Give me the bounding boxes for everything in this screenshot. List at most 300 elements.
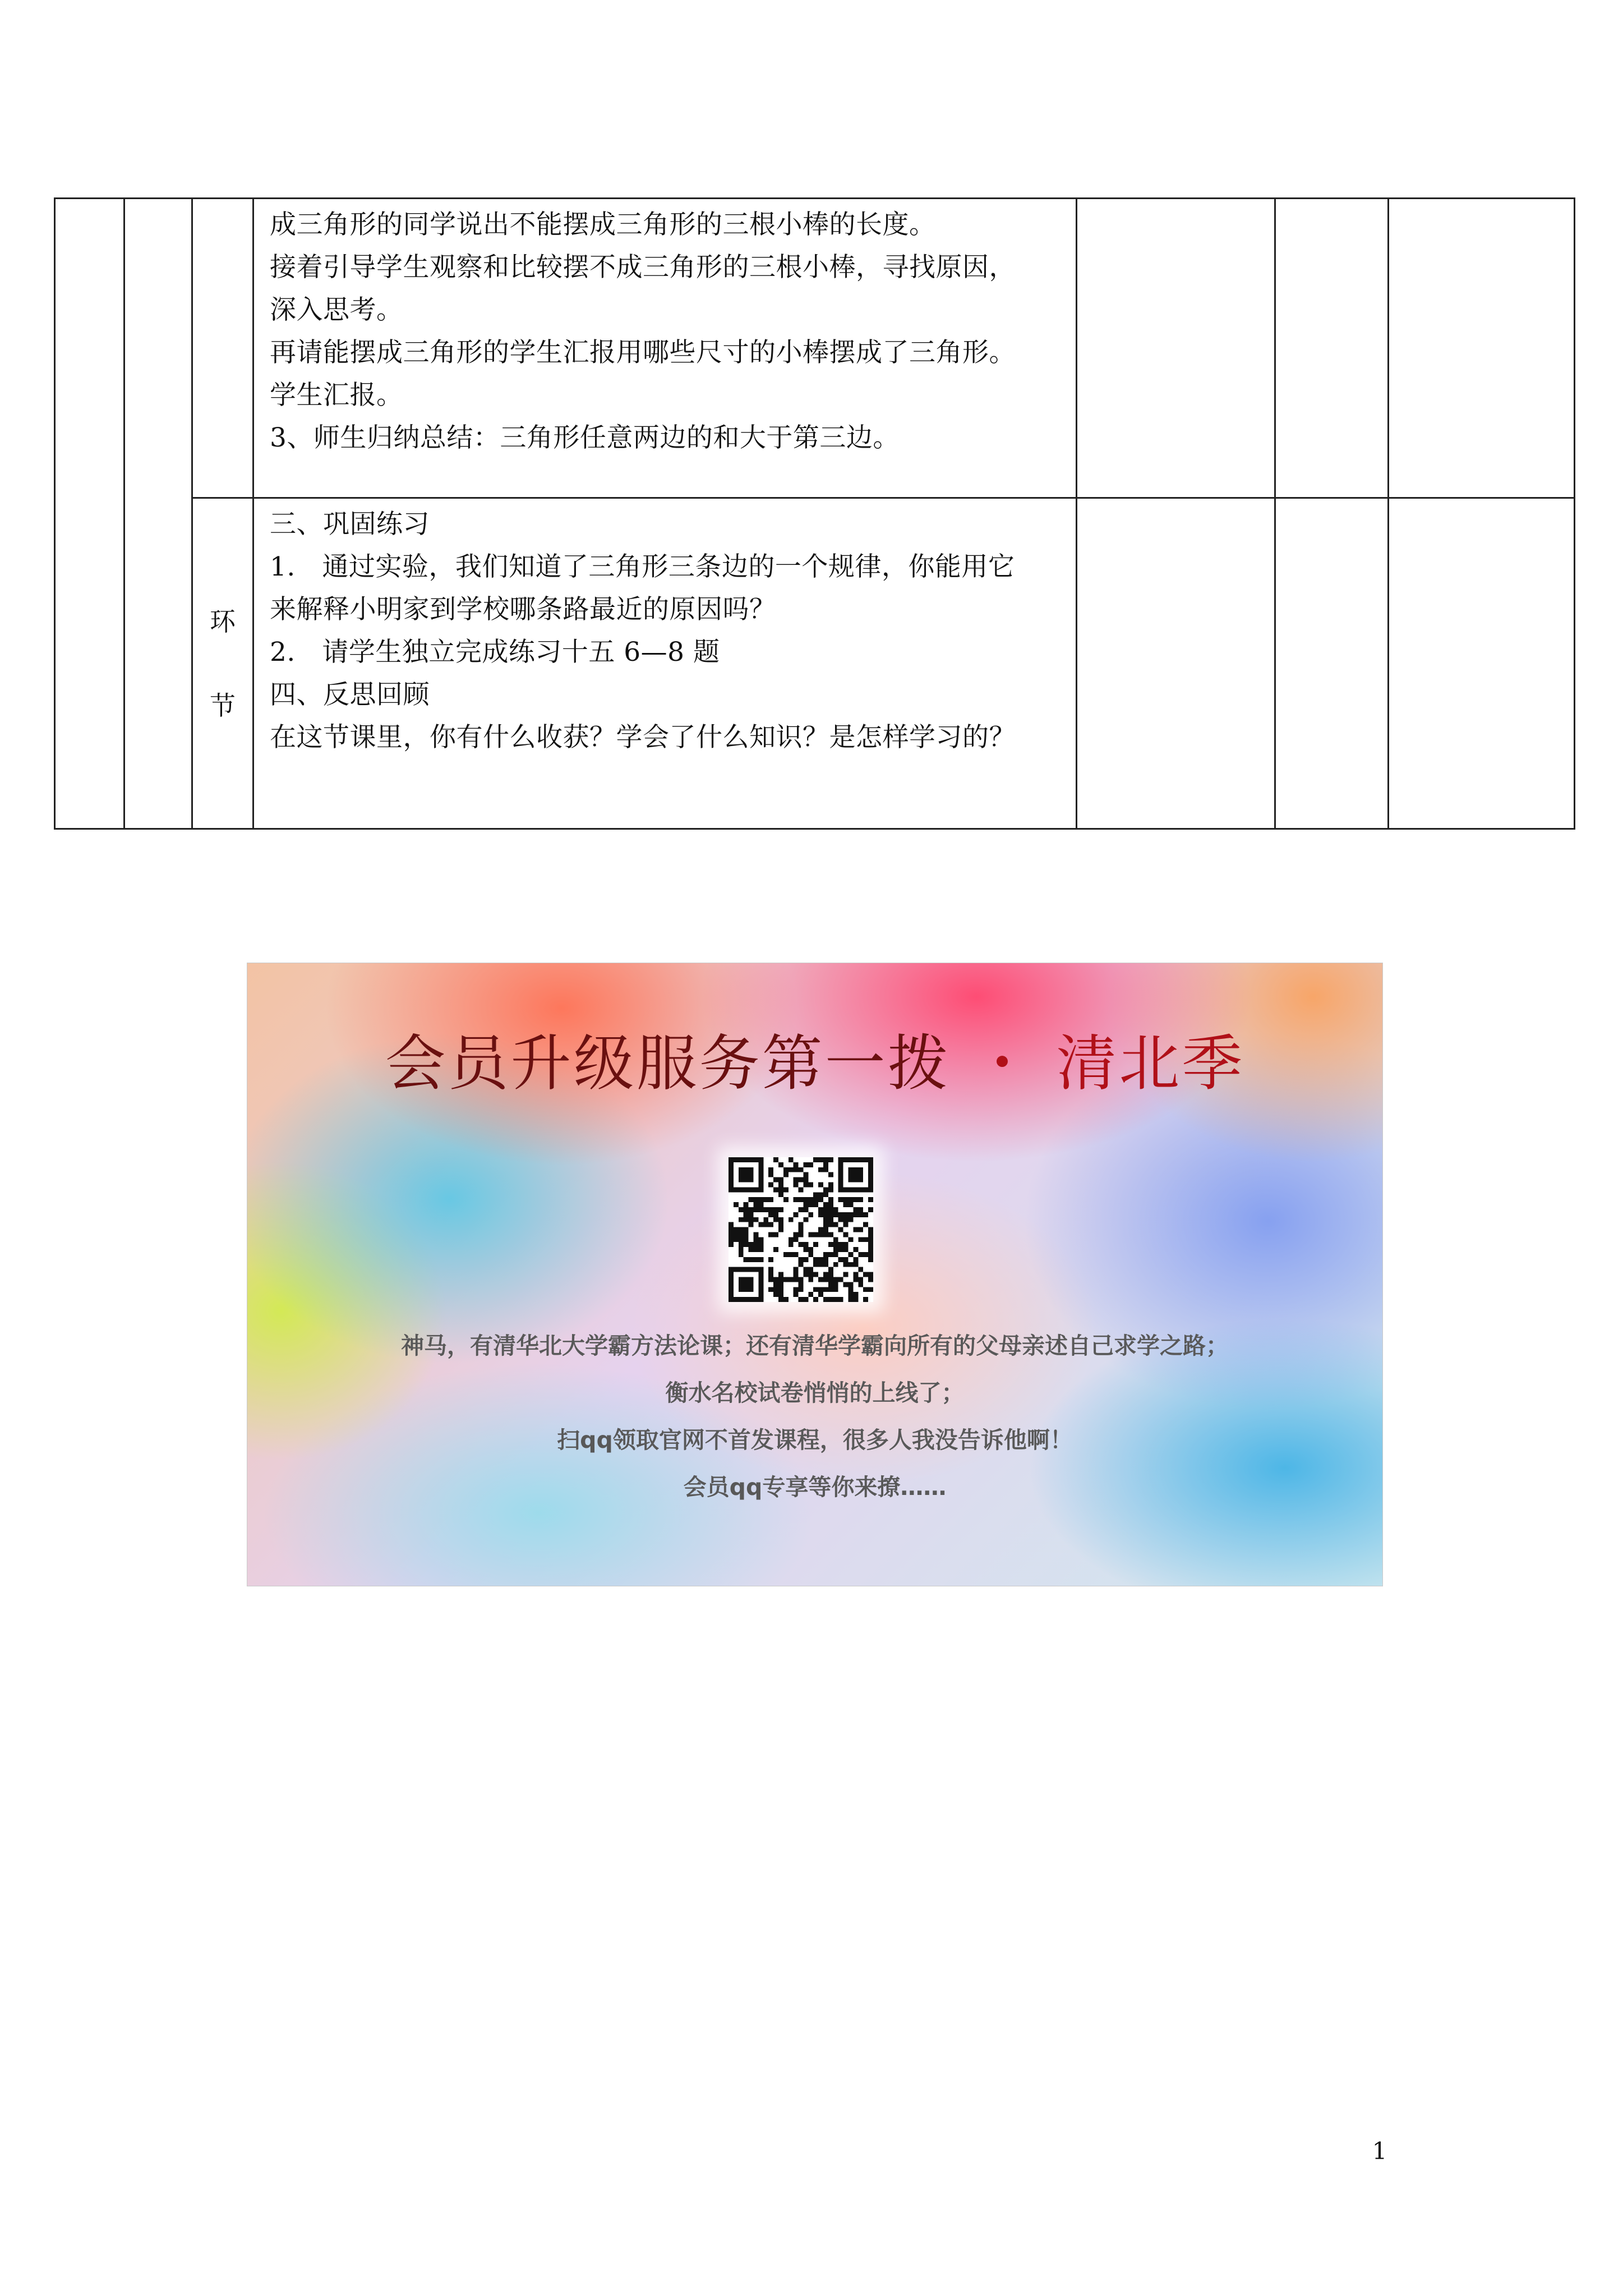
qr-module — [813, 1232, 818, 1237]
qr-module — [818, 1227, 823, 1232]
qr-module — [818, 1197, 823, 1202]
banner-line: 会员qq专享等你来撩…… — [683, 1474, 947, 1501]
qr-module — [758, 1247, 763, 1252]
qr-module — [849, 1262, 854, 1267]
qr-module — [758, 1257, 763, 1262]
qr-module — [778, 1222, 783, 1227]
qr-module — [749, 1297, 754, 1302]
qr-module — [799, 1262, 804, 1267]
qr-module — [868, 1247, 873, 1252]
qr-module — [799, 1187, 804, 1192]
qr-module — [728, 1287, 734, 1292]
qr-module — [813, 1287, 818, 1292]
qr-module — [749, 1257, 754, 1262]
qr-module — [728, 1177, 734, 1182]
qr-module — [763, 1197, 768, 1202]
qr-module — [853, 1247, 858, 1252]
qr-module — [803, 1162, 808, 1167]
qr-module — [863, 1272, 868, 1277]
qr-module — [868, 1232, 873, 1237]
qr-module — [838, 1212, 843, 1217]
qr-module — [803, 1242, 808, 1247]
qr-module — [853, 1227, 858, 1232]
qr-module — [818, 1277, 823, 1282]
qr-module — [818, 1182, 823, 1187]
qr-module — [849, 1237, 854, 1242]
qr-module — [858, 1172, 863, 1177]
teaching-process-cell — [253, 199, 1077, 498]
qr-module — [843, 1247, 849, 1252]
qr-module — [728, 1292, 734, 1297]
qr-module — [758, 1297, 763, 1302]
qr-module — [868, 1242, 873, 1247]
qr-module — [768, 1277, 773, 1282]
qr-module — [789, 1252, 794, 1257]
qr-module — [739, 1277, 744, 1282]
qr-module — [773, 1247, 778, 1252]
qr-module — [799, 1222, 804, 1227]
qr-module — [749, 1277, 754, 1282]
qr-module — [739, 1247, 744, 1252]
qr-module — [778, 1192, 783, 1197]
qr-module — [783, 1277, 789, 1282]
qr-module — [868, 1172, 873, 1177]
qr-module — [813, 1262, 818, 1267]
qr-module — [823, 1162, 828, 1167]
qr-module — [803, 1177, 808, 1182]
qr-module — [803, 1217, 808, 1222]
qr-module — [758, 1197, 763, 1202]
qr-module — [853, 1197, 858, 1202]
qr-module — [739, 1187, 744, 1192]
qr-module — [868, 1207, 873, 1212]
qr-module — [749, 1212, 754, 1217]
qr-module — [853, 1207, 858, 1212]
qr-module — [843, 1217, 849, 1222]
stage-label-cell — [192, 498, 253, 829]
qr-module — [828, 1297, 833, 1302]
table-cell — [125, 199, 192, 829]
qr-module — [808, 1197, 813, 1202]
qr-module — [823, 1252, 828, 1257]
text-line: 深入思考。 — [270, 295, 403, 325]
qr-module — [863, 1222, 868, 1227]
qr-module — [728, 1162, 734, 1167]
qr-module — [744, 1172, 749, 1177]
qr-module — [728, 1227, 734, 1232]
qr-module — [794, 1197, 799, 1202]
qr-module — [789, 1157, 794, 1162]
qr-module — [858, 1197, 863, 1202]
qr-module — [838, 1257, 843, 1262]
text-line: 来解释小明家到学校哪条路最近的原因吗？ — [270, 594, 776, 625]
qr-module — [843, 1157, 849, 1162]
qr-module — [863, 1187, 868, 1192]
qr-module — [853, 1177, 858, 1182]
qr-module — [744, 1177, 749, 1182]
qr-module — [843, 1202, 849, 1207]
qr-module — [758, 1157, 763, 1162]
qr-module — [853, 1272, 858, 1277]
qr-module — [794, 1167, 799, 1172]
qr-module — [808, 1277, 813, 1282]
qr-module — [823, 1297, 828, 1302]
qr-module — [843, 1257, 849, 1262]
qr-module — [853, 1187, 858, 1192]
qr-module — [739, 1232, 744, 1237]
qr-module — [789, 1237, 794, 1242]
qr-module — [849, 1197, 854, 1202]
qr-module — [833, 1242, 838, 1247]
qr-module — [744, 1297, 749, 1302]
qr-module — [773, 1217, 778, 1222]
qr-module — [853, 1277, 858, 1282]
qr-module — [728, 1242, 734, 1247]
qr-module — [799, 1287, 804, 1292]
qr-module — [778, 1287, 783, 1292]
qr-module — [853, 1172, 858, 1177]
qr-module — [794, 1267, 799, 1272]
qr-module — [739, 1237, 744, 1242]
qr-module — [749, 1197, 754, 1202]
qr-module — [758, 1292, 763, 1297]
qr-module — [734, 1157, 739, 1162]
qr-code[interactable] — [728, 1157, 873, 1302]
qr-module — [739, 1287, 744, 1292]
banner-line: 神马，有清华北大学霸方法论课；还有清华学霸向所有的父母亲述自己求学之路； — [401, 1332, 1229, 1359]
qr-module — [789, 1167, 794, 1172]
text-line: 三、巩固练习 — [270, 509, 430, 540]
qr-module — [773, 1282, 778, 1287]
qr-module — [794, 1292, 799, 1297]
qr-module — [778, 1187, 783, 1192]
qr-code-icon — [728, 1157, 873, 1302]
qr-module — [749, 1217, 754, 1222]
qr-module — [753, 1197, 758, 1202]
qr-module — [778, 1217, 783, 1222]
qr-module — [763, 1222, 768, 1227]
qr-module — [838, 1187, 843, 1192]
qr-module — [823, 1207, 828, 1212]
qr-module — [734, 1227, 739, 1232]
qr-module — [833, 1247, 838, 1252]
table-row — [55, 498, 1575, 829]
qr-module — [739, 1207, 744, 1212]
stage-label-char: 环 — [210, 606, 236, 637]
qr-module — [744, 1287, 749, 1292]
text-line: 再请能摆成三角形的学生汇报用哪些尺寸的小棒摆成了三角形。 — [270, 337, 1016, 368]
qr-module — [799, 1167, 804, 1172]
qr-module — [753, 1157, 758, 1162]
qr-module — [768, 1167, 773, 1172]
qr-module — [803, 1207, 808, 1212]
qr-module — [789, 1217, 794, 1222]
table-cell — [1275, 199, 1389, 498]
qr-module — [868, 1197, 873, 1202]
qr-module — [813, 1272, 818, 1277]
qr-module — [803, 1297, 808, 1302]
qr-module — [823, 1272, 828, 1277]
qr-module — [728, 1222, 734, 1227]
qr-module — [808, 1247, 813, 1252]
qr-module — [794, 1212, 799, 1217]
qr-module — [744, 1242, 749, 1247]
qr-module — [728, 1187, 734, 1192]
qr-module — [744, 1212, 749, 1217]
qr-module — [828, 1282, 833, 1287]
qr-module — [749, 1242, 754, 1247]
qr-module — [868, 1157, 873, 1162]
qr-module — [803, 1172, 808, 1177]
qr-module — [728, 1172, 734, 1177]
qr-module — [773, 1292, 778, 1297]
qr-module — [773, 1177, 778, 1182]
qr-module — [868, 1287, 873, 1292]
text-line: 2. 请学生独立完成练习十五 6—8 题 — [270, 637, 720, 668]
qr-module — [849, 1282, 854, 1287]
qr-module — [828, 1217, 833, 1222]
text-line: 四、反思回顾 — [270, 679, 430, 710]
qr-module — [833, 1282, 838, 1287]
qr-module — [853, 1262, 858, 1267]
banner-description — [247, 1322, 1382, 1511]
text-line: 学生汇报。 — [270, 380, 403, 411]
qr-module — [843, 1222, 849, 1227]
qr-module — [818, 1262, 823, 1267]
qr-module — [808, 1292, 813, 1297]
qr-module — [728, 1282, 734, 1287]
qr-module — [758, 1287, 763, 1292]
qr-module — [753, 1202, 758, 1207]
qr-module — [778, 1277, 783, 1282]
qr-module — [849, 1297, 854, 1302]
qr-module — [838, 1297, 843, 1302]
qr-module — [838, 1172, 843, 1177]
qr-module — [838, 1227, 843, 1232]
qr-module — [843, 1282, 849, 1287]
qr-module — [794, 1182, 799, 1187]
qr-module — [868, 1227, 873, 1232]
qr-module — [768, 1182, 773, 1187]
qr-module — [838, 1182, 843, 1187]
qr-module — [823, 1287, 828, 1292]
qr-module — [728, 1237, 734, 1242]
qr-module — [868, 1277, 873, 1282]
qr-module — [728, 1267, 734, 1272]
qr-module — [758, 1282, 763, 1287]
qr-module — [858, 1207, 863, 1212]
qr-module — [728, 1232, 734, 1237]
qr-module — [758, 1207, 763, 1212]
qr-module — [763, 1217, 768, 1222]
qr-module — [849, 1292, 854, 1297]
qr-module — [849, 1252, 854, 1257]
qr-module — [758, 1272, 763, 1277]
qr-module — [858, 1212, 863, 1217]
qr-module — [843, 1212, 849, 1217]
qr-module — [813, 1257, 818, 1262]
qr-module — [739, 1167, 744, 1172]
qr-module — [778, 1207, 783, 1212]
qr-module — [808, 1182, 813, 1187]
qr-module — [778, 1227, 783, 1232]
qr-module — [843, 1232, 849, 1237]
qr-module — [799, 1297, 804, 1302]
qr-module — [758, 1242, 763, 1247]
qr-module — [744, 1217, 749, 1222]
qr-module — [734, 1187, 739, 1192]
qr-module — [768, 1172, 773, 1177]
qr-module — [863, 1252, 868, 1257]
qr-module — [849, 1187, 854, 1192]
qr-module — [858, 1187, 863, 1192]
qr-module — [753, 1247, 758, 1252]
qr-module — [843, 1197, 849, 1202]
qr-module — [739, 1267, 744, 1272]
qr-module — [778, 1162, 783, 1167]
qr-module — [758, 1162, 763, 1167]
qr-module — [858, 1252, 863, 1257]
qr-module — [749, 1167, 754, 1172]
qr-module — [823, 1157, 828, 1162]
qr-module — [828, 1252, 833, 1257]
qr-module — [739, 1172, 744, 1177]
qr-module — [783, 1167, 789, 1172]
qr-module — [828, 1207, 833, 1212]
qr-module — [744, 1237, 749, 1242]
qr-module — [778, 1297, 783, 1302]
qr-module — [803, 1197, 808, 1202]
qr-module — [744, 1227, 749, 1232]
qr-module — [758, 1277, 763, 1282]
qr-module — [838, 1242, 843, 1247]
qr-module — [783, 1252, 789, 1257]
qr-module — [794, 1232, 799, 1237]
qr-module — [749, 1207, 754, 1212]
qr-module — [818, 1232, 823, 1237]
qr-module — [783, 1297, 789, 1302]
qr-module — [813, 1202, 818, 1207]
qr-module — [739, 1157, 744, 1162]
qr-module — [849, 1157, 854, 1162]
table-cell — [55, 199, 125, 829]
qr-module — [794, 1287, 799, 1292]
text-line: 接着引导学生观察和比较摆不成三角形的三根小棒，寻找原因， — [270, 252, 1016, 283]
qr-module — [868, 1162, 873, 1167]
qr-module — [783, 1197, 789, 1202]
qr-module — [849, 1172, 854, 1177]
qr-module — [739, 1177, 744, 1182]
membership-banner — [247, 963, 1383, 1586]
qr-module — [753, 1217, 758, 1222]
qr-module — [863, 1287, 868, 1292]
qr-module — [808, 1232, 813, 1237]
qr-module — [813, 1197, 818, 1202]
table-row — [55, 199, 1575, 498]
qr-module — [744, 1277, 749, 1282]
qr-module — [833, 1297, 838, 1302]
qr-module — [783, 1172, 789, 1177]
qr-module — [728, 1297, 734, 1302]
qr-module — [818, 1207, 823, 1212]
qr-module — [808, 1212, 813, 1217]
qr-module — [838, 1162, 843, 1167]
table-cell — [1077, 199, 1275, 498]
banner-title-main: 会员升级服务第一拨 — [385, 1029, 951, 1099]
qr-module — [868, 1252, 873, 1257]
qr-module — [833, 1277, 838, 1282]
qr-module — [768, 1272, 773, 1277]
qr-module — [849, 1287, 854, 1292]
qr-module — [853, 1292, 858, 1297]
qr-module — [749, 1177, 754, 1182]
qr-module — [849, 1212, 854, 1217]
qr-module — [828, 1197, 833, 1202]
qr-module — [794, 1177, 799, 1182]
qr-module — [868, 1167, 873, 1172]
qr-module — [734, 1267, 739, 1272]
qr-module — [768, 1257, 773, 1262]
qr-module — [773, 1277, 778, 1282]
qr-module — [794, 1272, 799, 1277]
qr-module — [858, 1167, 863, 1172]
qr-module — [833, 1262, 838, 1267]
page-number: 1 — [1372, 2137, 1387, 2165]
qr-module — [744, 1232, 749, 1237]
qr-module — [818, 1167, 823, 1172]
qr-module — [823, 1227, 828, 1232]
qr-module — [768, 1207, 773, 1212]
qr-module — [744, 1257, 749, 1262]
qr-module — [823, 1187, 828, 1192]
table-cell — [1077, 498, 1275, 829]
qr-module — [753, 1242, 758, 1247]
banner-title-separator: ・ — [971, 1029, 1035, 1099]
qr-module — [818, 1257, 823, 1262]
qr-module — [739, 1282, 744, 1287]
qr-module — [799, 1257, 804, 1262]
qr-module — [823, 1192, 828, 1197]
qr-module — [753, 1237, 758, 1242]
qr-module — [833, 1287, 838, 1292]
qr-module — [799, 1227, 804, 1232]
qr-module — [758, 1267, 763, 1272]
qr-module — [794, 1237, 799, 1242]
qr-module — [808, 1272, 813, 1277]
qr-module — [838, 1177, 843, 1182]
qr-module — [773, 1157, 778, 1162]
qr-module — [744, 1282, 749, 1287]
qr-module — [823, 1167, 828, 1172]
qr-module — [803, 1247, 808, 1252]
qr-module — [758, 1202, 763, 1207]
qr-module — [778, 1292, 783, 1297]
qr-module — [828, 1232, 833, 1237]
qr-module — [838, 1217, 843, 1222]
qr-module — [858, 1237, 863, 1242]
qr-module — [828, 1187, 833, 1192]
qr-module — [773, 1187, 778, 1192]
qr-module — [838, 1277, 843, 1282]
qr-module — [739, 1252, 744, 1257]
qr-module — [858, 1267, 863, 1272]
qr-module — [868, 1257, 873, 1262]
qr-module — [749, 1187, 754, 1192]
qr-module — [849, 1177, 854, 1182]
qr-module — [808, 1162, 813, 1167]
qr-module — [808, 1202, 813, 1207]
qr-module — [823, 1222, 828, 1227]
